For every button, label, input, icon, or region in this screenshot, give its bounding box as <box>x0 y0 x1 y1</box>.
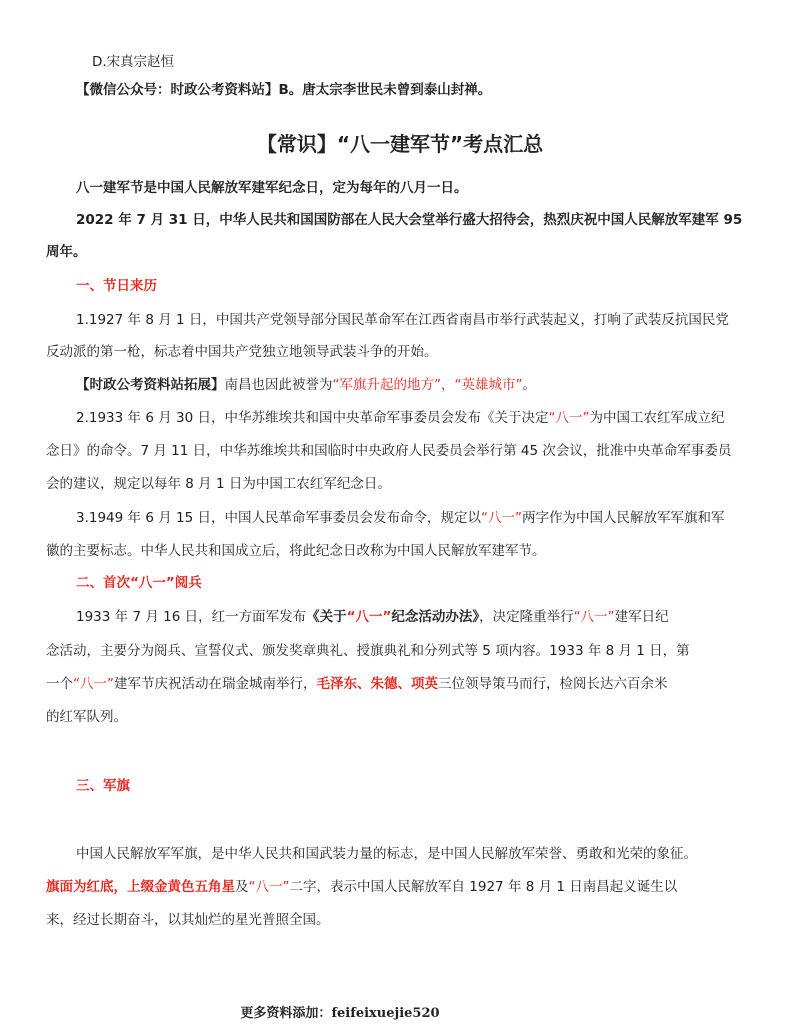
section3-line2 <box>46 877 677 897</box>
intro-p2-line1-text: 2022 年 7 月 31 日，中华人民共和国国防部在人民大会堂举行盛大招待会，热烈庆祝中国人民解放军建军 95 <box>76 212 743 228</box>
section3-line3 <box>46 910 330 930</box>
s3-line1-text: 中国人民解放军军旗，是中华人民共和国武装力量的标志，是中国人民解放军荣誉、勇敢和光荣的象征。 <box>76 846 697 862</box>
intro-paragraph-2-line1 <box>76 210 742 230</box>
section1-item3-line2 <box>46 541 546 561</box>
section1-item3-line1 <box>76 508 724 528</box>
s3-line2-b: 二字，表示中国人民解放军自 1927 年 8 月 1 日南昌起义诞生以 <box>289 879 678 895</box>
extension-highlight-1: “军旗升起的地方”， <box>332 377 455 393</box>
item2-line1-b: 为中国工农红军成立纪 <box>589 410 725 426</box>
s2-line1-highlight-2: “八一” <box>573 609 615 625</box>
item2-line2-text: 念日》的命令。7 月 11 日，中华苏维埃共和国临时中央政府人民委员会举行第 45 次会议，批准中央革命军事委员 <box>46 443 732 459</box>
section2-line2 <box>46 641 690 661</box>
s2-line1-a: 1933 年 7 月 16 日，红一方面军发布 <box>76 609 307 625</box>
s2-line3-highlight: “八一” <box>73 676 114 692</box>
item3-line1-a: 3.1949 年 6 月 15 日，中国人民革命军事委员会发布命令，规定以 <box>76 510 481 526</box>
section1-item2-line3 <box>46 474 391 494</box>
footer-label: 更多资料添加： <box>240 1006 332 1021</box>
section2-heading <box>76 573 202 593</box>
item1-line1-text: 1.1927 年 8 月 1 日，中国共产党领导部分国民革命军在江西省南昌市举行武装起义，打响了武装反抗国民党 <box>76 312 729 328</box>
item3-line2-text: 徽的主要标志。中华人民共和国成立后，将此纪念日改称为中国人民解放军建军节。 <box>46 543 546 559</box>
section3-line1 <box>76 844 697 864</box>
section3-heading <box>76 776 130 796</box>
section3-heading-text: 三、军旗 <box>76 778 130 794</box>
extension-text: 南昌也因此被誉为 <box>224 377 333 393</box>
extension-end: 。 <box>522 377 536 393</box>
s3-line2-highlight: “八一” <box>248 879 290 895</box>
s2-line1-bold-1: 《关于 <box>306 609 347 625</box>
section1-heading-text: 一、节日来历 <box>76 278 157 294</box>
section2-line4 <box>46 707 127 727</box>
item1-line2-text: 反动派的第一枪，标志着中国共产党独立地领导武装斗争的开始。 <box>46 344 438 360</box>
s2-line3-a: 一个 <box>46 676 73 692</box>
s3-line2-flag-desc: 旗面为红底，上缀金黄色五角星 <box>46 879 235 895</box>
intro-paragraph-2-line2 <box>46 242 87 262</box>
intro-paragraph-1 <box>76 178 468 198</box>
section2-line3 <box>46 674 668 694</box>
section1-item1-line2 <box>46 342 438 362</box>
s2-line4-text: 的红军队列。 <box>46 709 127 725</box>
item2-line1-a: 2.1933 年 6 月 30 日，中华苏维埃共和国中央革命军事委员会发布《关于决定 <box>76 410 549 426</box>
section1-extension <box>76 375 536 395</box>
option-d-text: D.宋真宗赵恒 <box>92 54 175 70</box>
section1-item2-line2 <box>46 441 731 461</box>
item3-line1-b: 两字作为中国人民解放军军旗和军 <box>521 510 725 526</box>
extension-label: 【时政公考资料站拓展】 <box>76 377 225 393</box>
footer-id: feifeixuejie520 <box>331 1006 440 1021</box>
s3-line2-a: 及 <box>235 879 249 895</box>
intro-p1-text: 八一建军节是中国人民解放军建军纪念日，定为每年的八月一日。 <box>76 180 468 196</box>
section2-heading-text: 二、首次“八一”阅兵 <box>76 575 202 591</box>
section1-heading <box>76 276 157 296</box>
s2-line1-highlight: “八一” <box>346 609 392 625</box>
answer-line <box>76 80 491 100</box>
answer-text: B。唐太宗李世民未曾到泰山封禅。 <box>278 82 492 98</box>
intro-p2-line2-text: 周年。 <box>46 244 87 260</box>
extension-highlight-2: “英雄城市” <box>454 377 523 393</box>
s2-line3-leaders: 毛泽东、朱德、项英 <box>316 676 438 692</box>
s3-line3-text: 来，经过长期奋斗，以其灿烂的星光普照全国。 <box>46 912 330 928</box>
section1-item1-line1 <box>76 310 729 330</box>
page-title <box>0 130 800 158</box>
section1-item2-line1 <box>76 408 724 428</box>
item3-line1-highlight: “八一” <box>480 510 522 526</box>
item2-line3-text: 会的建议，规定以每年 8 月 1 日为中国工农红军纪念日。 <box>46 476 391 492</box>
footer <box>0 1004 680 1024</box>
item2-line1-highlight: “八一” <box>548 410 590 426</box>
option-d <box>92 52 174 72</box>
s2-line1-bold-2: 纪念活动办法》 <box>391 609 480 625</box>
s2-line2-text: 念活动，主要分为阅兵、宣誓仪式、颁发奖章典礼、授旗典礼和分列式等 5 项内容。1933 年 8 月 1 日，第 <box>46 643 690 659</box>
section2-line1 <box>76 607 669 627</box>
s2-line1-d: 建军日纪 <box>614 609 669 625</box>
page-title-text: 【常识】“八一建军节”考点汇总 <box>256 132 544 156</box>
s2-line3-c: 三位领导策马而行，检阅长达六百余米 <box>438 676 668 692</box>
s2-line1-c: ，决定隆重举行 <box>479 609 574 625</box>
s2-line3-b: 建军节庆祝活动在瑞金城南举行， <box>114 676 317 692</box>
answer-source: 【微信公众号：时政公考资料站】 <box>76 82 279 98</box>
